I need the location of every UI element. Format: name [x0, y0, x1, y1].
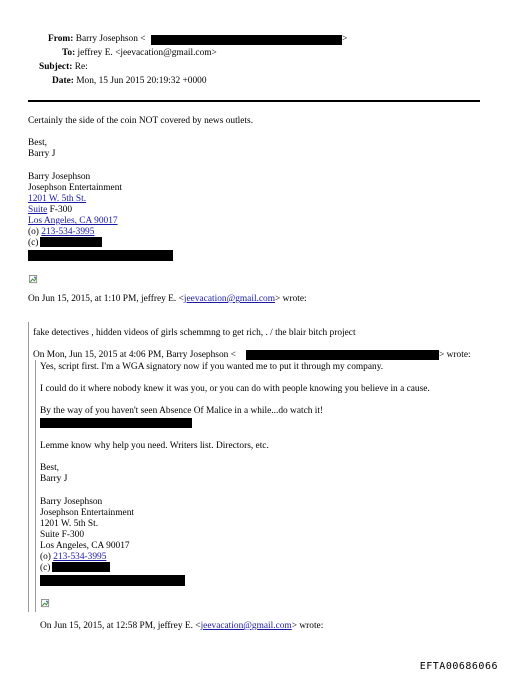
quote2-sig-address1: 1201 W. 5th St.: [40, 519, 99, 529]
redaction-quote2-email: [246, 350, 439, 360]
quote2-sig-city: Los Angeles, CA 90017: [40, 541, 130, 551]
quote1-email-link[interactable]: jeevacation@gmail.com: [183, 294, 276, 304]
sig-best: Best,: [28, 138, 48, 148]
quote2-p4: Lemme know why help you need. Writers list. Directors, etc.: [40, 441, 269, 451]
to-label: To:: [62, 48, 76, 58]
redaction-quote2-sig-line: [40, 575, 185, 586]
quote1-attribution: [28, 294, 307, 305]
redaction-quote2-line: [40, 418, 192, 428]
quote2-attribution-post: > wrote:: [439, 350, 471, 360]
to-row: [62, 48, 217, 59]
date-row: [52, 76, 207, 87]
quote2-p1: Yes, script first. I'm a WGA signatory now if you wanted me to put it through my company.: [40, 362, 384, 372]
sig-company: Josephson Entertainment: [28, 183, 122, 193]
from-row: [48, 34, 146, 45]
from-label: From:: [48, 34, 74, 44]
quote2-sig-office-prefix: (o): [40, 552, 54, 562]
from-value: Barry Josephson <: [75, 34, 146, 44]
quote3-attribution-pre: On Jun 15, 2015, at 12:58 PM, jeffrey E. <: [40, 621, 201, 631]
quote1-attribution-pre: On Jun 15, 2015, at 1:10 PM, jeffrey E. <: [28, 294, 184, 304]
sig-name: Barry J: [28, 149, 56, 159]
from-close: >: [342, 34, 348, 44]
redaction-quote2-cell: [52, 562, 110, 572]
quote2-sig-cell-prefix: (c): [40, 563, 51, 573]
quote-bar-inner: [35, 360, 36, 612]
redaction-from-email: [151, 35, 342, 45]
header-divider: [28, 100, 480, 102]
quote2-sig-company: Josephson Entertainment: [40, 508, 134, 518]
quote2-attribution-pre: On Mon, Jun 15, 2015 at 4:06 PM, Barry Josephson <: [33, 350, 236, 360]
quote2-p2: I could do it where nobody knew it was you, or you can do with people knowing you believe in a cause.: [40, 384, 430, 394]
sig-city-link[interactable]: Los Angeles, CA 90017: [28, 216, 118, 226]
date-label: Date:: [52, 76, 74, 86]
date-value: Mon, 15 Jun 2015 20:19:32 +0000: [76, 76, 207, 86]
to-value: jeffrey E. <jeevacation@gmail.com>: [77, 48, 217, 58]
sig-address-link[interactable]: 1201 W. 5th St.: [28, 194, 87, 204]
quote2-sig-best: Best,: [40, 463, 60, 473]
quote3-attribution: [40, 621, 323, 632]
sig-cell-prefix: (c): [28, 238, 39, 248]
quote2-sig-office-phone[interactable]: 213-534-3995: [53, 552, 107, 562]
document-id: EFTA00686066: [419, 660, 498, 672]
redaction-sig-line: [28, 250, 173, 261]
quote1-text: fake detectives , hidden videos of girls schemmng to get rich, . / the blair bitch project: [33, 328, 356, 338]
subject-label: Subject:: [39, 62, 73, 72]
sig-office-phone[interactable]: 213-534-3995: [41, 227, 95, 237]
broken-image-icon: [41, 599, 50, 608]
broken-image-icon: [29, 275, 38, 284]
subject-value: Re:: [74, 62, 88, 72]
quote3-attribution-post: > wrote:: [291, 621, 324, 631]
redaction-cell: [40, 237, 102, 247]
sig-suite-link[interactable]: Suite: [28, 205, 48, 215]
quote-bar-outer: [28, 322, 29, 612]
sig-full-name: Barry Josephson: [28, 172, 91, 182]
body-line1: Certainly the side of the coin NOT covered by news outlets.: [28, 116, 254, 126]
quote1-attribution-post: > wrote:: [275, 294, 307, 304]
quote2-sig-name: Barry J: [40, 474, 68, 484]
sig-suite-rest: F-300: [47, 205, 73, 215]
sig-suite-row: [28, 205, 72, 216]
quote2-sig-address2: Suite F-300: [40, 530, 85, 540]
subject-row: [39, 62, 88, 73]
quote2-p3: By the way of you haven't seen Absence Of Malice in a while...do watch it!: [40, 406, 324, 416]
quote2-sig-full-name: Barry Josephson: [40, 497, 103, 507]
quote3-email-link[interactable]: jeevacation@gmail.com: [200, 621, 292, 631]
sig-office-prefix: (o): [28, 227, 42, 237]
